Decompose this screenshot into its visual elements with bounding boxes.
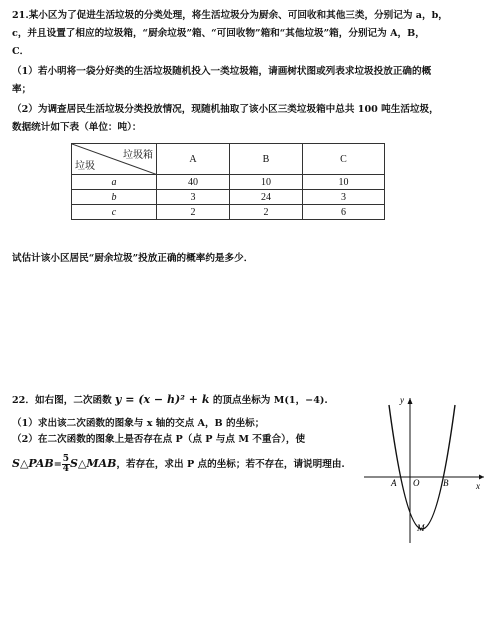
table-cell: 2 [230, 205, 303, 220]
s-pab: S△PAB [12, 457, 54, 470]
q21-part1-line2: 率； [12, 84, 32, 95]
table-cell: 2 [157, 205, 230, 220]
header-waste-label: 垃圾 [75, 161, 95, 172]
header-bin-label: 垃圾箱 [123, 150, 153, 161]
q22-stem [12, 394, 352, 407]
q21-line1: 21.某小区为了促进生活垃圾的分类处理，将生活垃圾分为厨余、可回收和其他三类，分别记为 a，b， [12, 10, 448, 21]
row-label: c [72, 205, 157, 220]
table-cell: 10 [303, 175, 385, 190]
point-b-label: B [443, 478, 449, 488]
q22-part2: （2）在二次函数的图象上是否存在点 P（点 P 与点 M 不重合），使 [12, 434, 306, 445]
table-row [72, 205, 385, 220]
q22-stem-suffix: 的顶点坐标为 M(1，−4). [212, 395, 328, 406]
fraction-numerator: 5 [62, 454, 70, 464]
q21-part1-line1: （1）若小明将一袋分好类的生活垃圾随机投入一类垃圾箱，请画树状图或列表求垃圾投放正确的概 [12, 66, 432, 77]
point-m-label: M [417, 523, 425, 533]
fraction-denominator: 4 [62, 464, 70, 474]
q22-part2-condition [12, 452, 357, 477]
q21-line3: C． [12, 46, 30, 57]
x-axis-label: x [476, 481, 480, 491]
q22-stem-prefix: 22．如右图，二次函数 [12, 395, 112, 406]
q21-estimate: 试估计该小区居民“厨余垃圾”投放正确的概率约是多少． [12, 253, 254, 264]
column-header: C [303, 144, 385, 175]
table-header-row [72, 144, 385, 175]
q22-part2-tail: ，若存在，求出 P 点的坐标；若不存在，请说明理由. [116, 459, 345, 470]
q21-line2: c，并且设置了相应的垃圾箱，“厨余垃圾”箱、“可回收物”箱和“其他垃圾”箱，分别记为 A，B， [12, 28, 425, 39]
equals-sign: = [53, 459, 62, 470]
table-row [72, 175, 385, 190]
q22-formula: y = (x − h)² + k [115, 393, 210, 406]
x-axis-arrow [479, 475, 484, 480]
table-row [72, 190, 385, 205]
parabola-curve [389, 405, 455, 529]
fraction-five-fourths [62, 455, 70, 474]
q21-part2-line1: （2）为调查居民生活垃圾分类投放情况，现随机抽取了该小区三类垃圾箱中总共 100 吨生活垃圾， [12, 104, 439, 115]
point-a-label: A [391, 478, 397, 488]
column-header: A [157, 144, 230, 175]
data-table [71, 143, 385, 220]
table-cell: 40 [157, 175, 230, 190]
table-cell: 6 [303, 205, 385, 220]
s-mab: S△MAB [70, 457, 117, 470]
row-label: a [72, 175, 157, 190]
origin-label: O [413, 478, 420, 488]
table-cell: 3 [303, 190, 385, 205]
column-header: B [230, 144, 303, 175]
parabola-graph [360, 395, 490, 545]
table-cell: 3 [157, 190, 230, 205]
table-cell: 24 [230, 190, 303, 205]
y-axis-label: y [400, 395, 404, 405]
row-label: b [72, 190, 157, 205]
table-corner-cell [72, 144, 157, 175]
table-cell: 10 [230, 175, 303, 190]
y-axis-arrow [408, 398, 413, 404]
q22-part1: （1）求出该二次函数的图象与 x 轴的交点 A，B 的坐标； [12, 418, 265, 429]
q21-part2-line2: 数据统计如下表（单位：吨）： [12, 122, 142, 133]
